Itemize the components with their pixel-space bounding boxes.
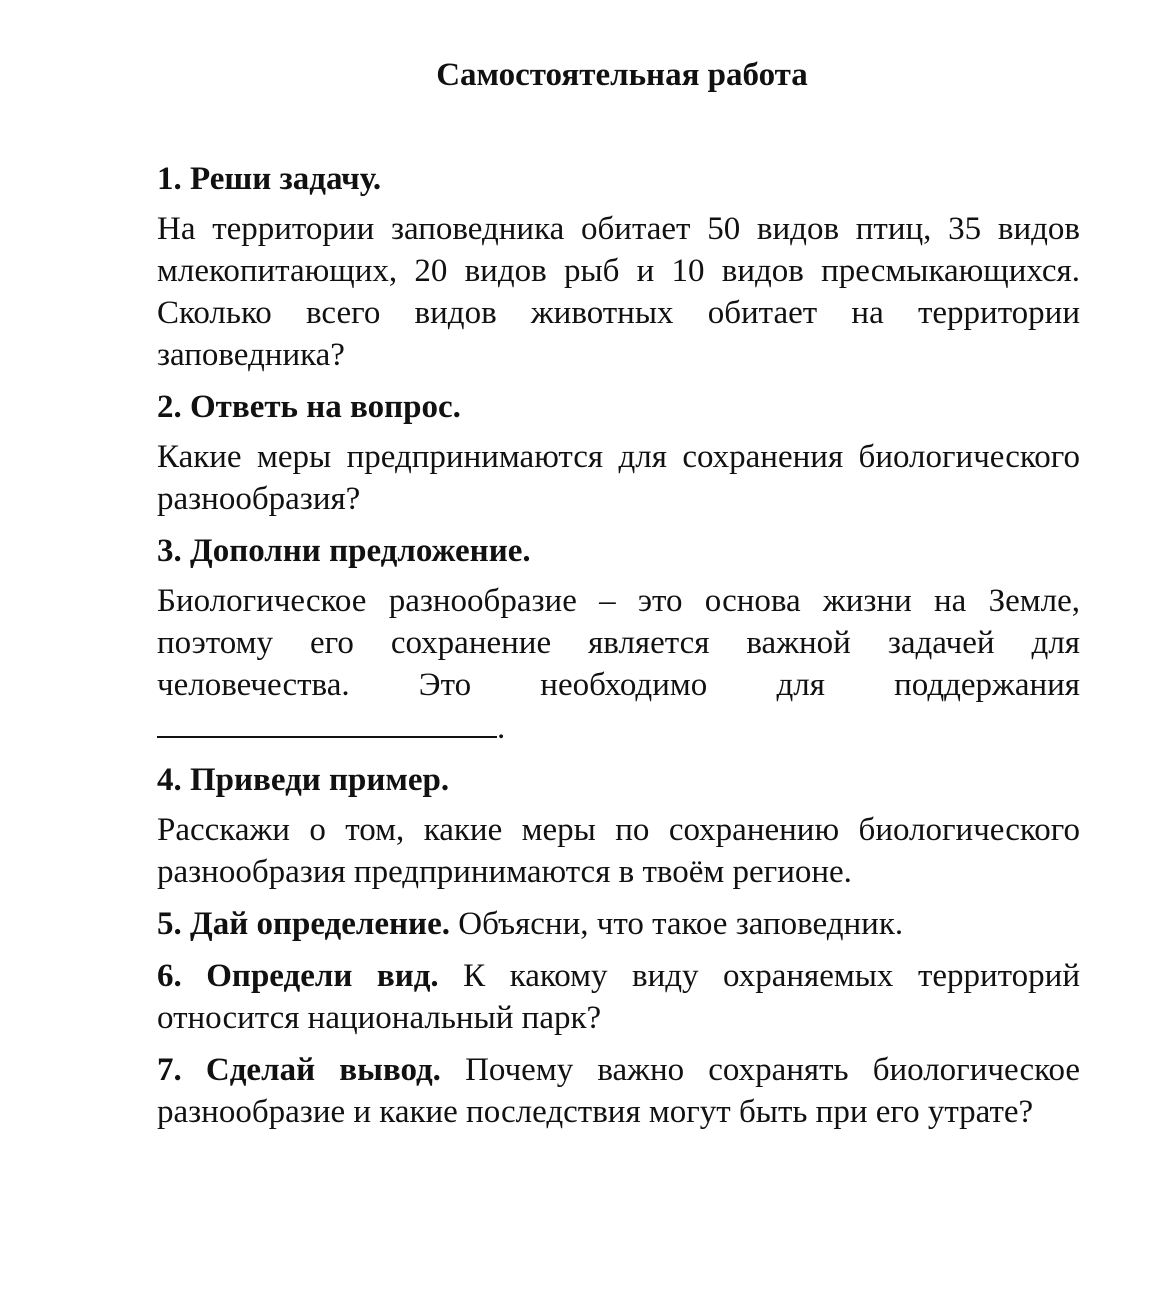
task-4-text: Расскажи о том, какие меры по сохранению биологического разнообразия предпринимаются в твоём регионе.: [157, 812, 1080, 890]
task-6-text: [157, 955, 1080, 1039]
task-4: [157, 759, 1080, 893]
task-5-heading: 5. Дай определение.: [157, 906, 450, 942]
task-6: [157, 955, 1080, 1039]
task-3-text: [157, 580, 1080, 749]
task-7: [157, 1049, 1080, 1133]
task-4-heading: 4. Приведи пример.: [157, 762, 450, 798]
task-1-heading: 1. Реши задачу.: [157, 161, 382, 197]
task-5: [157, 903, 1080, 945]
task-list: [157, 158, 1080, 1143]
answer-blank[interactable]: [157, 706, 497, 738]
task-1-text: На территории заповедника обитает 50 видов птиц, 35 видов млекопитающих, 20 видов рыб и 10 видов пресмыкающихся. Сколько всего видов животных обитает на территории заповедника?: [157, 211, 1080, 373]
task-3-heading: 3. Дополни предложение.: [157, 533, 531, 569]
task-6-heading: 6. Определи вид.: [157, 958, 439, 994]
task-6-body: К какому виду охраняемых территорий относится национальный парк?: [157, 958, 1080, 1036]
task-3: [157, 530, 1080, 749]
task-1: [157, 158, 1080, 376]
document-title: Самостоятельная работа: [436, 57, 808, 93]
task-2: [157, 386, 1080, 520]
task-3-text-after: .: [497, 710, 506, 746]
task-7-body: Почему важно сохранять биологическое разнообразие и какие последствия могут быть при его утрате?: [157, 1052, 1080, 1130]
task-2-text: Какие меры предпринимаются для сохранения биологического разнообразия?: [157, 439, 1080, 517]
task-3-text-before: Биологическое разнообразие – это основа жизни на Земле, поэтому его сохранение является важной задачей для человечества. Это необходимо для поддержания: [157, 583, 1080, 703]
task-5-body: Объясни, что такое заповедник.: [449, 906, 904, 942]
task-5-text: [157, 903, 1080, 945]
task-7-text: [157, 1049, 1080, 1133]
task-7-heading: 7. Сделай вывод.: [157, 1052, 441, 1088]
task-2-heading: 2. Ответь на вопрос.: [157, 389, 461, 425]
